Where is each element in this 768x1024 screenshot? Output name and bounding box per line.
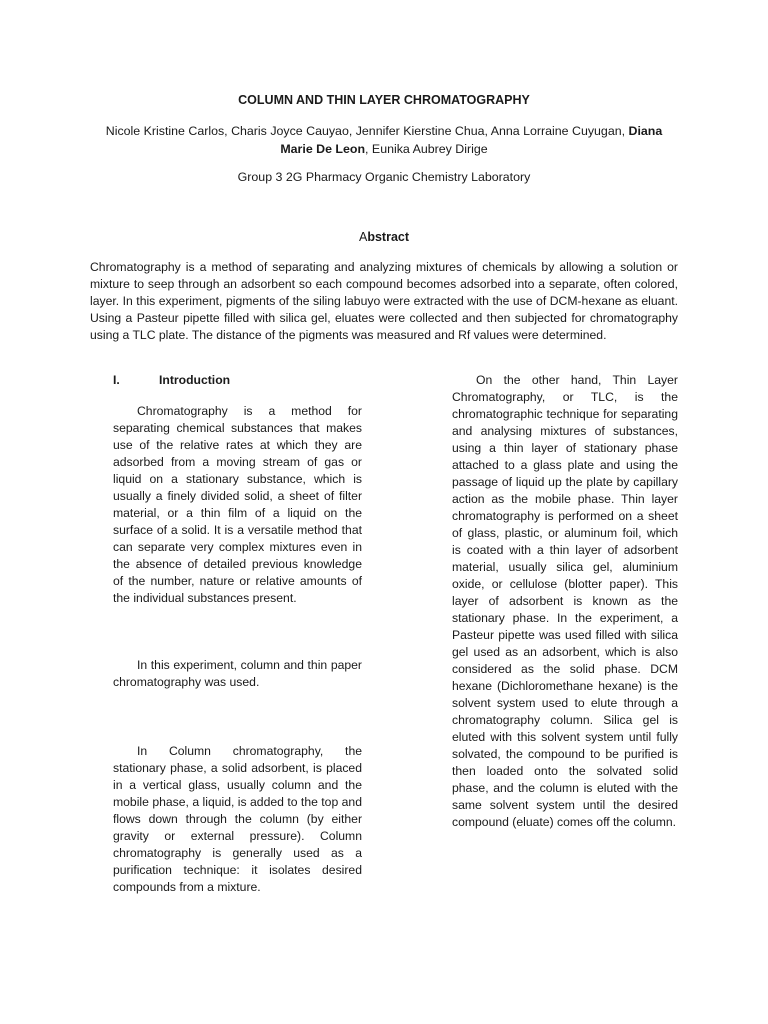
abstract-heading — [0, 229, 768, 246]
affiliation: Group 3 2G Pharmacy Organic Chemistry Laboratory — [237, 170, 531, 184]
left-column — [113, 372, 362, 896]
intro-paragraph-3: In Column chromatography, the stationary phase, a solid adsorbent, is placed in a vertical glass, usually column and the mobile phase, a liquid, is added to the top and flows down through the column (by either gravity or external pressure). Column chromatography is generally used as a purification technique: it isolates desired compounds from a mixture. — [113, 744, 362, 894]
abstract-heading-first: A — [358, 230, 368, 244]
intro-paragraph-2: In this experiment, column and thin paper chromatography was used. — [113, 658, 362, 689]
introduction-heading — [113, 372, 362, 389]
authors-text-1: Nicole Kristine Carlos, Charis Joyce Cauyao, Jennifer Kierstine Chua, Anna Lorraine Cuyugan, — [105, 124, 626, 138]
tlc-paragraph: On the other hand, Thin Layer Chromatography, or TLC, is the chromatographic technique for separating and analysing mixtures of substances, using a thin layer of stationary phase attached to a glass plate and using the passage of liquid up the plate by capillary action as the mobile phase. Thin layer chromatography is performed on a sheet of glass, plastic, or aluminum foil, which is coated with a thin layer of adsorbent material, usually silica gel, aluminium oxide, or cellulose (blotter paper). This layer of adsorbent is known as the stationary phase. In the experiment, a Pasteur pipette was used filled with silica gel used as an adsorbent, which is also considered as the solid phase. DCM hexane (Dichloromethane hexane) is the solvent system used to elute through a chromatography column. Silica gel is eluted with this solvent system until fully solvated, the compound to be purified is then loaded onto the solvated solid phase, and the column is eluted with the same solvent system until the desired compound (eluate) comes off the column. — [452, 373, 678, 829]
section-title: Introduction — [159, 373, 231, 387]
right-column — [452, 372, 678, 831]
author-list — [90, 122, 678, 158]
abstract-heading-rest: bstract — [367, 230, 410, 244]
authors-text-2: , Eunika Aubrey Dirige — [365, 142, 488, 156]
abstract-text: Chromatography is a method of separating and analyzing mixtures of chemicals by allowing a solution or mixture to seep through an adsorbent so each compound becomes adsorbed into a separate, often colored, layer. In this experiment, pigments of the siling labuyo were extracted with the use of DCM-hexane as eluant. Using a Pasteur pipette filled with silica gel, eluates were collected and then subjected for chromatography using a TLC plate. The distance of the pigments was measured and Rf values were determined. — [90, 260, 678, 342]
authors-bold-name: Diana Marie De Leon — [280, 124, 663, 156]
section-number: I. — [113, 373, 120, 387]
paper-title: COLUMN AND THIN LAYER CHROMATOGRAPHY — [238, 93, 530, 107]
intro-paragraph-1: Chromatography is a method for separating chemical substances that makes use of the relative rates at which they are adsorbed from a moving stream of gas or liquid on a stationary substance, which is usually a finely divided solid, a sheet of filter material, or a thin film of a liquid on the surface of a solid. It is a versatile method that can separate very complex mixtures even in the absence of detailed previous knowledge of the number, nature or relative amounts of the individual substances present. — [113, 404, 362, 605]
